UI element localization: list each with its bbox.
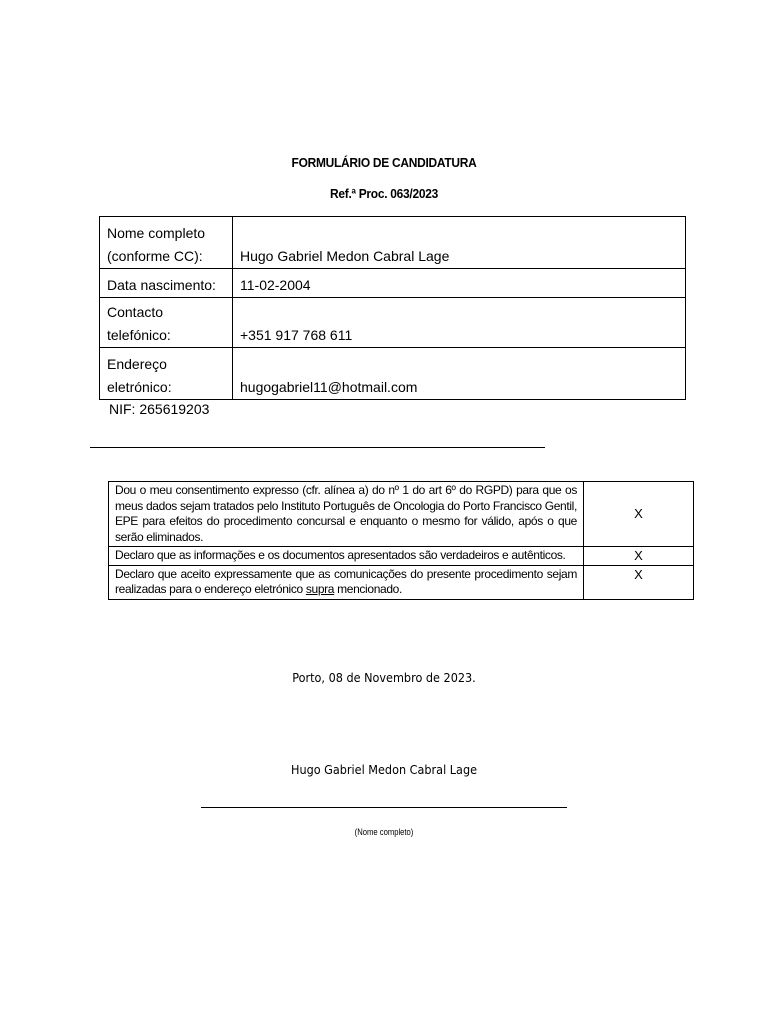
label-line: eletrónico: — [107, 379, 172, 395]
field-value-birth-date: 11-02-2004 — [233, 269, 686, 298]
consent-text-truthfulness: Declaro que as informações e os documentos apresentados são verdadeiros e autênticos. — [109, 547, 584, 566]
field-label-phone — [100, 298, 233, 348]
table-row — [100, 298, 686, 348]
table-row — [109, 547, 694, 566]
consent-text-underlined: supra — [305, 582, 335, 596]
consent-text-part: mencionado. — [334, 582, 402, 596]
form-title: FORMULÁRIO DE CANDIDATURA — [291, 155, 477, 170]
label-line: Endereço — [107, 356, 167, 372]
signature-name: Hugo Gabriel Medon Cabral Lage — [290, 762, 478, 777]
field-label-email — [100, 348, 233, 400]
signature-caption: (Nome completo) — [354, 827, 414, 837]
consent-mark: X — [584, 482, 694, 547]
place-date: Porto, 08 de Novembro de 2023. — [292, 670, 476, 685]
label-line: Contacto — [107, 304, 164, 320]
signature-line — [201, 807, 567, 808]
label-line: (conforme CC): — [107, 248, 203, 264]
table-row — [100, 217, 686, 269]
divider-line — [90, 447, 545, 448]
consent-text-part: Declaro que aceito expressamente que as comunicações do presente procedimento sejam realizadas para o endereço eletrónico — [115, 566, 577, 596]
field-value-email: hugogabriel11@hotmail.com — [233, 348, 686, 400]
table-row — [109, 482, 694, 547]
field-value-full-name: Hugo Gabriel Medon Cabral Lage — [233, 217, 686, 269]
label-line: telefónico: — [107, 327, 171, 343]
table-row — [100, 348, 686, 400]
field-label-birth-date: Data nascimento: — [100, 269, 233, 298]
consent-mark: X — [584, 565, 694, 599]
consent-text-data-processing: Dou o meu consentimento expresso (cfr. alínea a) do nº 1 do art 6º do RGPD) para que os meus dados sejam tratados pelo Instituto Português de Oncologia do Porto Francisco Gentil, EPE para efeitos do procedimento concursal e enquanto o mesmo for válido, após o que serão eliminados. — [109, 482, 584, 547]
field-label-full-name — [100, 217, 233, 269]
applicant-info-table — [99, 216, 686, 400]
field-value-phone: +351 917 768 611 — [233, 298, 686, 348]
table-row — [109, 565, 694, 599]
table-row — [100, 269, 686, 298]
label-line: Nome completo — [107, 225, 206, 241]
process-reference: Ref.ª Proc. 063/2023 — [330, 186, 438, 201]
consent-text-email-communications — [109, 565, 584, 599]
nif-text: NIF: 265619203 — [109, 401, 210, 417]
consent-mark: X — [584, 547, 694, 566]
consent-table — [108, 481, 694, 600]
